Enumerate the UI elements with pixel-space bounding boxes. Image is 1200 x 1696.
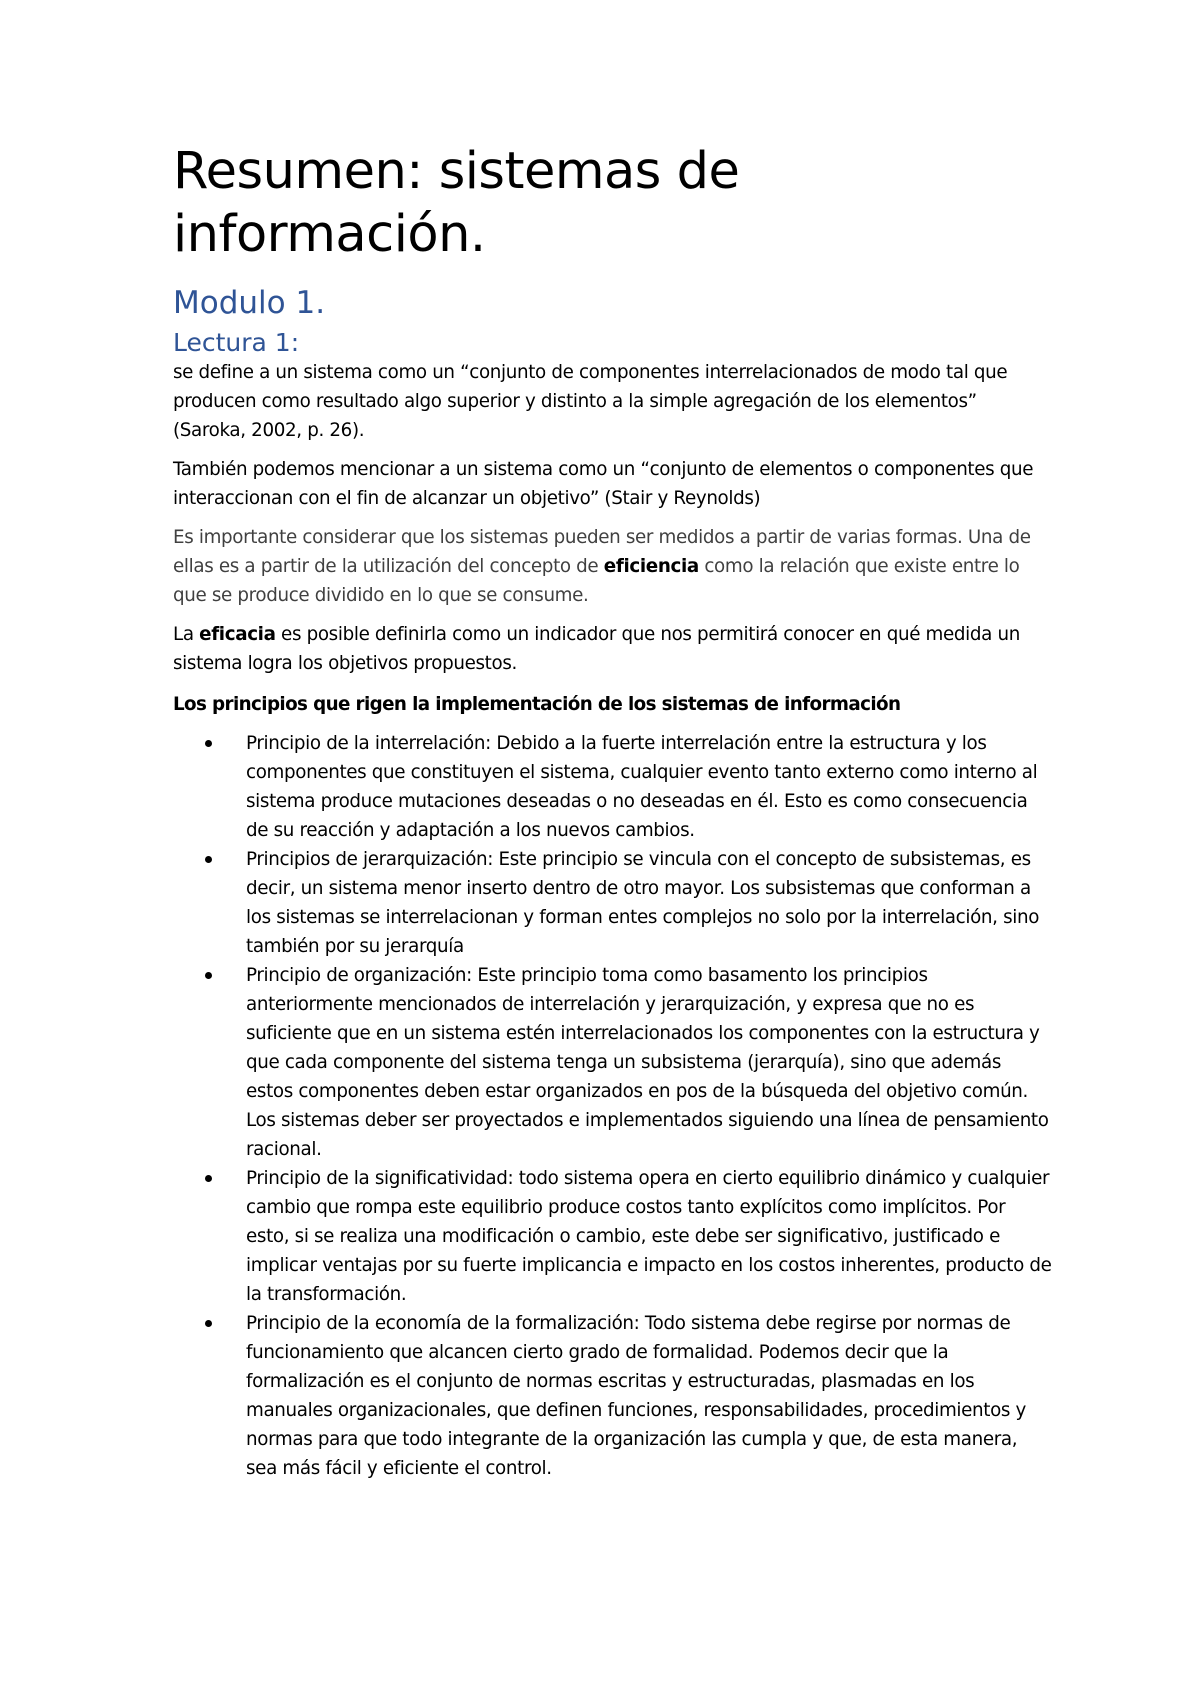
list-item — [246, 1164, 1053, 1309]
efficiency-paragraph — [173, 523, 1053, 610]
list-item — [246, 1309, 1053, 1483]
list-item-text: Principio de organización: Este principio toma como basamento los principios anteriormente mencionados de interrelación y jerarquización, y expresa que no es suficiente que en un sistema estén interrelacionados los componentes con la estructura y que cada componente del sistema tenga un subsistema (jerarquía), sino que además estos componentes deben estar organizados en pos de la búsqueda del objetivo común. Los sistemas deber ser proyectados e implementados siguiendo una línea de pensamiento racional. — [246, 965, 1049, 1160]
list-item — [246, 961, 1053, 1164]
bullet-icon — [205, 972, 212, 979]
document-page — [173, 140, 1053, 1483]
efficiency-term: eficiencia — [603, 556, 699, 577]
bullet-icon — [205, 856, 212, 863]
list-item-text: Principios de jerarquización: Este principio se vincula con el concepto de subsistemas, es decir, un sistema menor inserto dentro de otro mayor. Los subsistemas que conforman a los sistemas se interrelacionan y forman entes complejos no solo por la interrelación, sino también por su jerarquía — [246, 849, 1040, 957]
efficacy-text-after: es posible definirla como un indicador que nos permitirá conocer en qué medida un sistema logra los objetivos propuestos. — [173, 624, 1020, 674]
list-item-text: Principio de la interrelación: Debido a la fuerte interrelación entre la estructura y los componentes que constituyen el sistema, cualquier evento tanto externo como interno al sistema produce mutaciones deseadas o no deseadas en él. Esto es como consecuencia de su reacción y adaptación a los nuevos cambios. — [246, 733, 1038, 841]
list-item-text: Principio de la significatividad: todo sistema opera en cierto equilibrio dinámico y cualquier cambio que rompa este equilibrio produce costos tanto explícitos como implícitos. Por esto, si se realiza una modificación o cambio, este debe ser significativo, justificado e implicar ventajas por su fuerte implicancia e impacto en los costos inherentes, producto de la transformación. — [246, 1168, 1052, 1305]
list-item — [246, 729, 1053, 845]
efficacy-term: eficacia — [199, 624, 276, 645]
bullet-icon — [205, 740, 212, 747]
reading-heading: Lectura 1: — [173, 328, 300, 357]
list-item — [246, 845, 1053, 961]
efficiency-text-after: como la relación que existe entre lo que se produce dividido en lo que se consume. — [173, 556, 1020, 606]
efficacy-text-before: La — [173, 624, 200, 645]
principles-list — [173, 729, 1053, 1483]
efficacy-paragraph — [173, 620, 1053, 678]
efficiency-text-before: Es importante considerar que los sistemas pueden ser medidos a partir de varias formas. Una de ellas es a partir de la utilización del concepto de — [173, 527, 1031, 577]
module-heading: Modulo 1. — [173, 285, 326, 321]
bullet-icon — [205, 1320, 212, 1327]
document-title: Resumen: sistemas de información. — [173, 142, 740, 264]
alternative-definition-paragraph: También podemos mencionar a un sistema como un “conjunto de elementos o componentes que interaccionan con el fin de alcanzar un objetivo” (Stair y Reynolds) — [173, 459, 1034, 509]
definition-paragraph: se define a un sistema como un “conjunto de componentes interrelacionados de modo tal que producen como resultado algo superior y distinto a la simple agregación de los elementos” (Saroka, 2002, p. 26). — [173, 362, 1008, 441]
list-item-text: Principio de la economía de la formalización: Todo sistema debe regirse por normas de funcionamiento que alcancen cierto grado de formalidad. Podemos decir que la formalización es el conjunto de normas escritas y estructuradas, plasmadas en los manuales organizacionales, que definen funciones, responsabilidades, procedimientos y normas para que todo integrante de la organización las cumpla y que, de esta manera, sea más fácil y eficiente el control. — [246, 1313, 1027, 1479]
principles-heading: Los principios que rigen la implementación de los sistemas de información — [173, 694, 901, 715]
bullet-icon — [205, 1175, 212, 1182]
